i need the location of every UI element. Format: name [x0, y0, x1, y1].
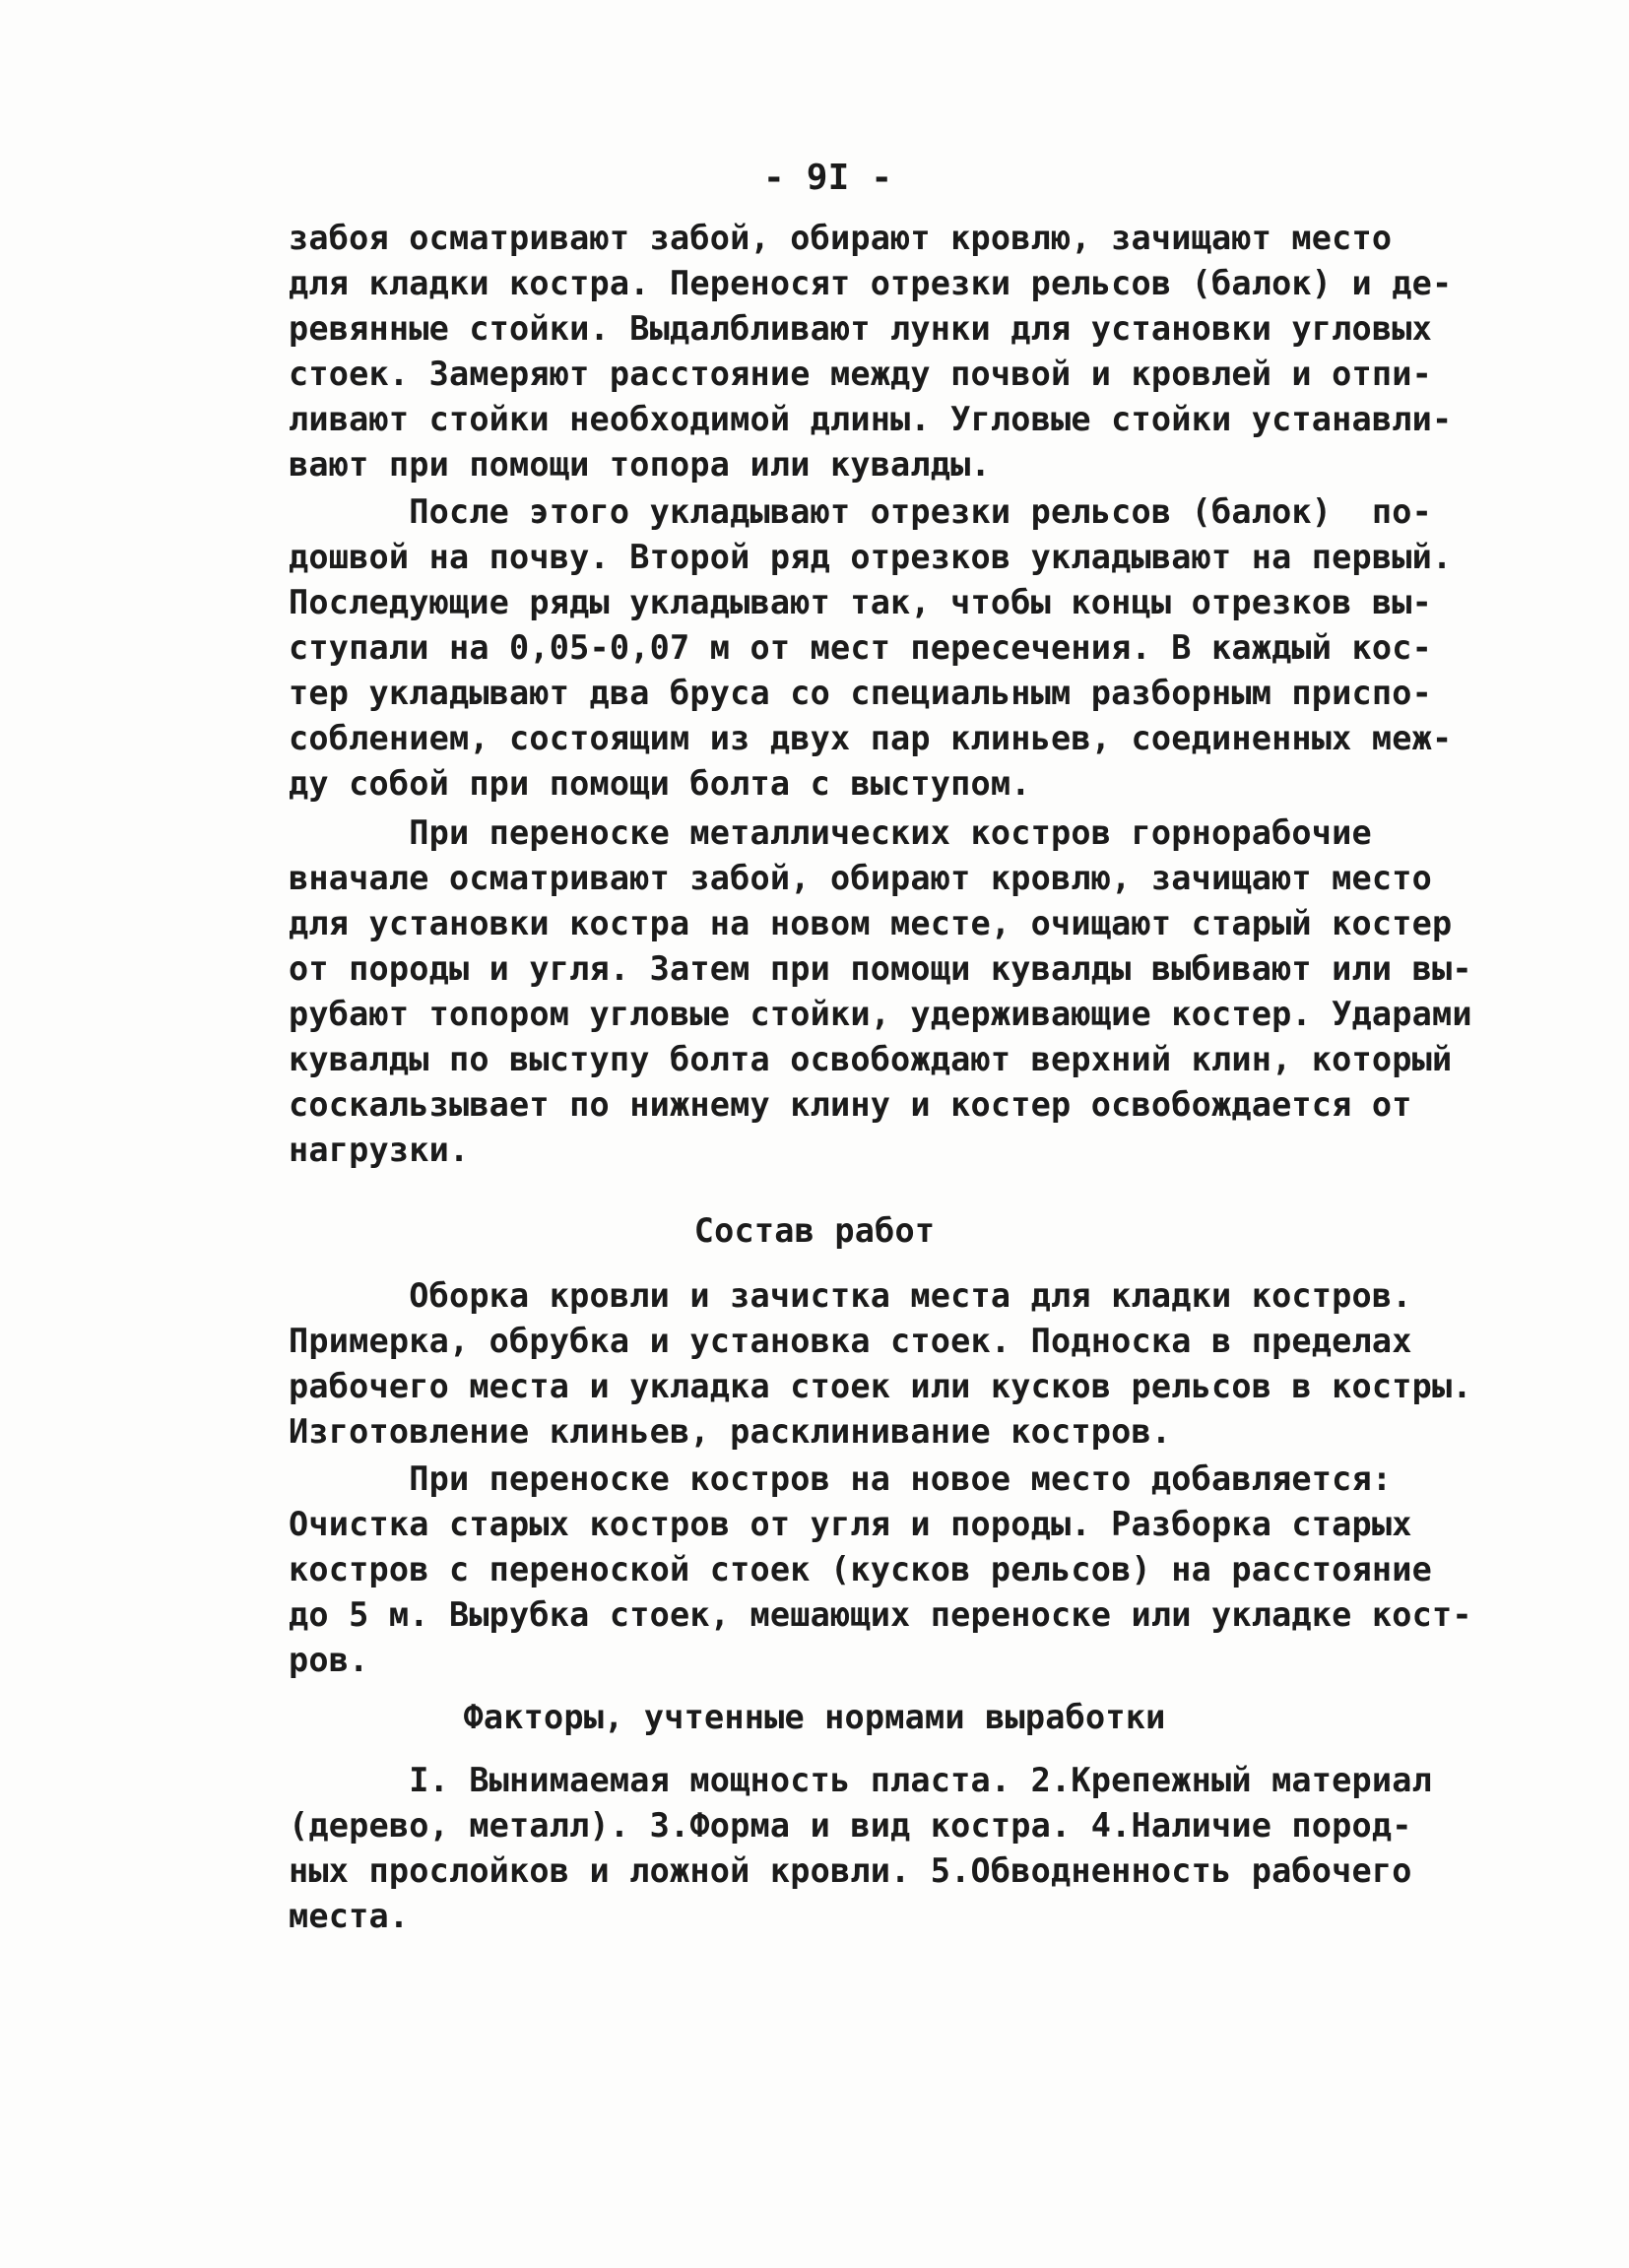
paragraph-line: для установки костра на новом месте, очищают старый костер	[289, 904, 1453, 942]
paragraph-line: нагрузки.	[289, 1131, 470, 1169]
paragraph-line: дошвой на почву. Второй ряд отрезков укладывают на первый.	[289, 538, 1453, 576]
paragraph-line: Последующие ряды укладывают так, чтобы концы отрезков вы-	[289, 583, 1433, 621]
paragraph-line: от породы и угля. Затем при помощи кувалды выбивают или вы-	[289, 949, 1472, 988]
paragraph-line: Изготовление клиньев, расклинивание костров.	[289, 1412, 1172, 1451]
paragraph-line: для кладки костра. Переносят отрезки рельсов (балок) и де-	[289, 264, 1453, 302]
paragraph-line: вают при помощи топора или кувалды.	[289, 445, 991, 484]
paragraph-line: рабочего места и укладка стоек или кусков рельсов в костры.	[289, 1367, 1472, 1405]
paragraph-line: забоя осматривают забой, обирают кровлю, зачищают место	[289, 219, 1393, 257]
paragraph-line: ступали на 0,05-0,07 м от мест пересечения. В каждый кос-	[289, 628, 1433, 667]
paragraph-line: тер укладывают два бруса со специальным разборным приспо-	[289, 674, 1433, 712]
section-heading: Состав работ	[693, 1211, 936, 1250]
paragraph-line: вначале осматривают забой, обирают кровлю, зачищают место	[289, 859, 1433, 897]
paragraph-line: Очистка старых костров от угля и породы. Разборка старых	[289, 1505, 1412, 1543]
paragraph-line: стоек. Замеряют расстояние между почвой и кровлей и отпи-	[289, 355, 1433, 393]
section-heading: Факторы, учтенные нормами выработки	[463, 1698, 1166, 1736]
paragraph-line: ных прослойков и ложной кровли. 5.Обводненность рабочего	[289, 1851, 1412, 1890]
paragraph-line: рубают топором угловые стойки, удерживающие костер. Ударами	[289, 995, 1472, 1033]
paragraph-line: ливают стойки необходимой длины. Угловые стойки устанавли-	[289, 400, 1453, 438]
paragraph-line: ров.	[289, 1641, 369, 1679]
paragraph-line: до 5 м. Вырубка стоек, мешающих переноске или укладке кост-	[289, 1595, 1472, 1634]
paragraph-line: Оборка кровли и зачистка места для кладки костров.	[289, 1276, 1412, 1315]
paragraph-line: (дерево, металл). 3.Форма и вид костра. 4.Наличие пород-	[289, 1806, 1412, 1845]
paragraph-line: ду собой при помощи болта с выступом.	[289, 764, 1031, 803]
paragraph-line: При переноске металлических костров горнорабочие	[289, 813, 1372, 852]
page-number: - 9I -	[763, 158, 893, 198]
paragraph-line: ревянные стойки. Выдалбливают лунки для установки угловых	[289, 309, 1433, 348]
paragraph-line: кувалды по выступу болта освобождают верхний клин, который	[289, 1040, 1453, 1078]
paragraph-line: соскальзывает по нижнему клину и костер освобождается от	[289, 1085, 1412, 1124]
paragraph-line: После этого укладывают отрезки рельсов (балок) по-	[289, 492, 1433, 531]
paragraph-line: Примерка, обрубка и установка стоек. Подноска в пределах	[289, 1322, 1412, 1360]
paragraph-line: При переноске костров на новое место добавляется:	[289, 1459, 1393, 1498]
paragraph-line: места.	[289, 1897, 410, 1935]
paragraph-line: соблением, состоящим из двух пар клиньев, соединенных меж-	[289, 719, 1453, 757]
paragraph-line: I. Вынимаемая мощность пласта. 2.Крепежный материал	[289, 1761, 1433, 1799]
paragraph-line: костров с переноской стоек (кусков рельсов) на расстояние	[289, 1550, 1433, 1588]
